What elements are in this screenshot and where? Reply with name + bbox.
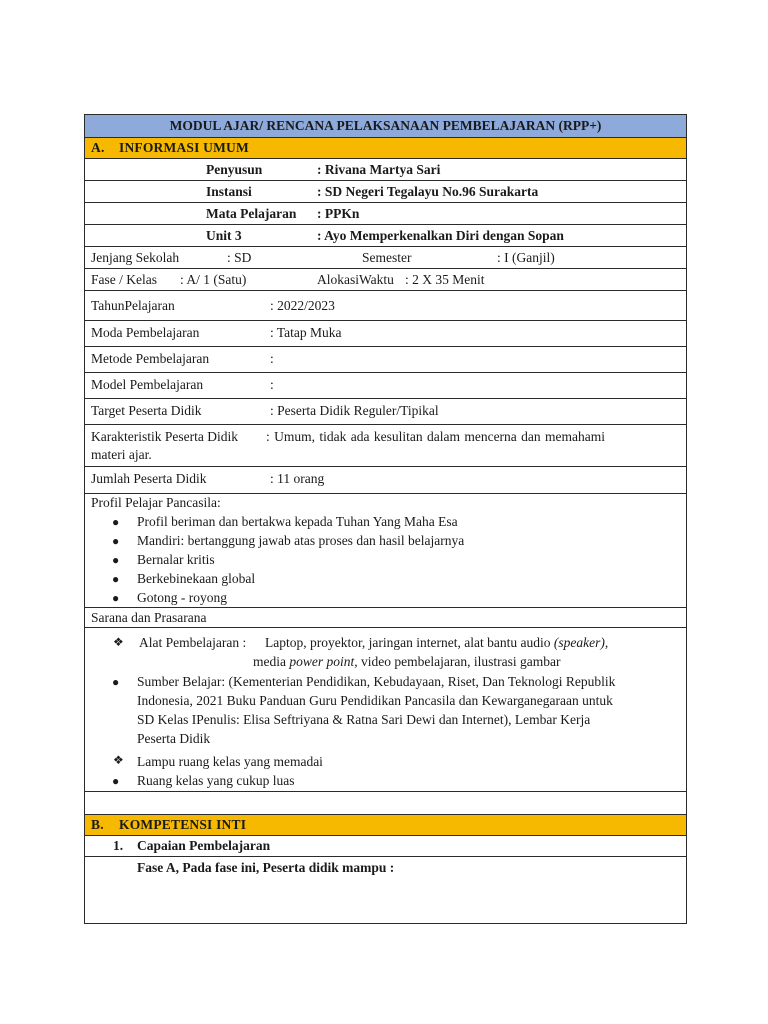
identity-label: Penyusun	[206, 162, 263, 177]
alat-speaker: (speaker),	[553, 635, 609, 650]
alat-label: Alat Pembelajaran :	[139, 635, 247, 650]
moda-row	[85, 321, 686, 347]
fase-value: : A/ 1 (Satu)	[180, 272, 247, 287]
target-label: Target Peserta Didik	[91, 403, 202, 418]
capaian-number: 1.	[113, 838, 124, 853]
diamond-bullet-icon: ❖	[113, 635, 124, 649]
document-title: MODUL AJAR/ RENCANA PELAKSANAAN PEMBELAJARAN (RPP+)	[169, 118, 602, 133]
profil-item: Mandiri: bertanggung jawab atas proses dan hasil belajarnya	[137, 533, 465, 548]
spacer-row	[85, 792, 686, 815]
sumber-line: Peserta Didik	[137, 731, 211, 746]
bullet-icon: ●	[112, 774, 120, 788]
bullet-icon: ●	[112, 572, 120, 586]
jumlah-row	[85, 467, 686, 494]
sumber-line: SD Kelas IPenulis: Elisa Seftriyana & Ratna Sari Dewi dan Internet), Lembar Kerja	[137, 712, 591, 727]
tahun-value: : 2022/2023	[270, 298, 335, 313]
identity-row-instansi	[85, 181, 686, 203]
semester-label: Semester	[362, 250, 412, 265]
section-a-header	[85, 138, 686, 159]
section-b-letter: B.	[91, 817, 104, 832]
identity-label: Mata Pelajaran	[206, 206, 297, 221]
document-title-row	[85, 115, 686, 138]
alat-text: Laptop, proyektor, jaringan internet, alat bantu audio	[265, 635, 551, 650]
karakteristik-row	[85, 425, 686, 467]
target-value: : Peserta Didik Reguler/Tipikal	[270, 403, 439, 418]
metode-row	[85, 347, 686, 373]
alat-media: media	[253, 654, 286, 669]
bullet-icon: ●	[112, 534, 120, 548]
target-row	[85, 399, 686, 425]
section-a-title: INFORMASI UMUM	[119, 140, 249, 155]
jenjang-row	[85, 247, 686, 269]
capaian-title: Capaian Pembelajaran	[137, 838, 271, 853]
sarana-title: Sarana dan Prasarana	[91, 610, 207, 625]
identity-value: : SD Negeri Tegalayu No.96 Surakarta	[317, 184, 539, 199]
identity-value: : Ayo Memperkenalkan Diri dengan Sopan	[317, 228, 564, 243]
fase-row	[85, 269, 686, 291]
identity-value: : PPKn	[317, 206, 360, 221]
model-row	[85, 373, 686, 399]
jumlah-value: : 11 orang	[270, 471, 325, 486]
karakteristik-label: Karakteristik Peserta Didik	[91, 429, 238, 444]
section-a-letter: A.	[91, 140, 105, 155]
sarana-content-row	[85, 628, 686, 792]
section-b-header	[85, 815, 686, 836]
sarana-title-row	[85, 608, 686, 628]
identity-label: Unit 3	[206, 228, 242, 243]
fase-a-row	[85, 857, 686, 923]
rpp-form	[84, 114, 687, 924]
bullet-icon: ●	[112, 553, 120, 567]
metode-label: Metode Pembelajaran	[91, 351, 210, 366]
identity-value: : Rivana Martya Sari	[317, 162, 441, 177]
alat-rest: , video pembelajaran, ilustrasi gambar	[354, 654, 561, 669]
profil-item: Profil beriman dan bertakwa kepada Tuhan Yang Maha Esa	[137, 514, 458, 529]
identity-row-unit	[85, 225, 686, 247]
identity-row-mapel	[85, 203, 686, 225]
jumlah-label: Jumlah Peserta Didik	[91, 471, 207, 486]
alat-power-point: power point	[289, 654, 355, 669]
model-value: :	[270, 377, 274, 392]
fase-label: Fase / Kelas	[91, 272, 157, 287]
jenjang-value: : SD	[227, 250, 252, 265]
alokasi-label: AlokasiWaktu	[317, 272, 394, 287]
moda-label: Moda Pembelajaran	[91, 325, 200, 340]
profil-item: Berkebinekaan global	[137, 571, 256, 586]
bullet-icon: ●	[112, 515, 120, 529]
model-label: Model Pembelajaran	[91, 377, 204, 392]
jenjang-label: Jenjang Sekolah	[91, 250, 180, 265]
profil-item: Gotong - royong	[137, 590, 227, 605]
identity-label: Instansi	[206, 184, 252, 199]
identity-row-penyusun	[85, 159, 686, 181]
tahun-label: TahunPelajaran	[91, 298, 175, 313]
profil-row	[85, 494, 686, 608]
alat-line2	[253, 654, 560, 670]
alat-line1	[265, 635, 608, 651]
metode-value: :	[270, 351, 274, 366]
lampu-text: Lampu ruang kelas yang memadai	[137, 754, 323, 769]
section-b-title: KOMPETENSI INTI	[119, 817, 247, 832]
fase-a-text: Fase A, Pada fase ini, Peserta didik mampu :	[137, 860, 395, 875]
profil-item: Bernalar kritis	[137, 552, 215, 567]
karakteristik-line1: : Umum, tidak ada kesulitan dalam mencerna dan memahami	[266, 429, 606, 444]
bullet-icon: ●	[112, 675, 120, 689]
diamond-bullet-icon: ❖	[113, 753, 124, 767]
ruang-text: Ruang kelas yang cukup luas	[137, 773, 295, 788]
sumber-line: Indonesia, 2021 Buku Panduan Guru Pendidikan Pancasila dan Kewarganegaraan untuk	[137, 693, 613, 708]
profil-title: Profil Pelajar Pancasila:	[91, 495, 221, 510]
tahun-row	[85, 291, 686, 321]
karakteristik-line2: materi ajar.	[91, 447, 152, 462]
alokasi-value: : 2 X 35 Menit	[405, 272, 485, 287]
sumber-line: Sumber Belajar: (Kementerian Pendidikan, Kebudayaan, Riset, Dan Teknologi Republik	[137, 674, 616, 689]
bullet-icon: ●	[112, 591, 120, 605]
semester-value: : I (Ganjil)	[497, 250, 555, 265]
capaian-row	[85, 836, 686, 857]
moda-value: : Tatap Muka	[270, 325, 342, 340]
